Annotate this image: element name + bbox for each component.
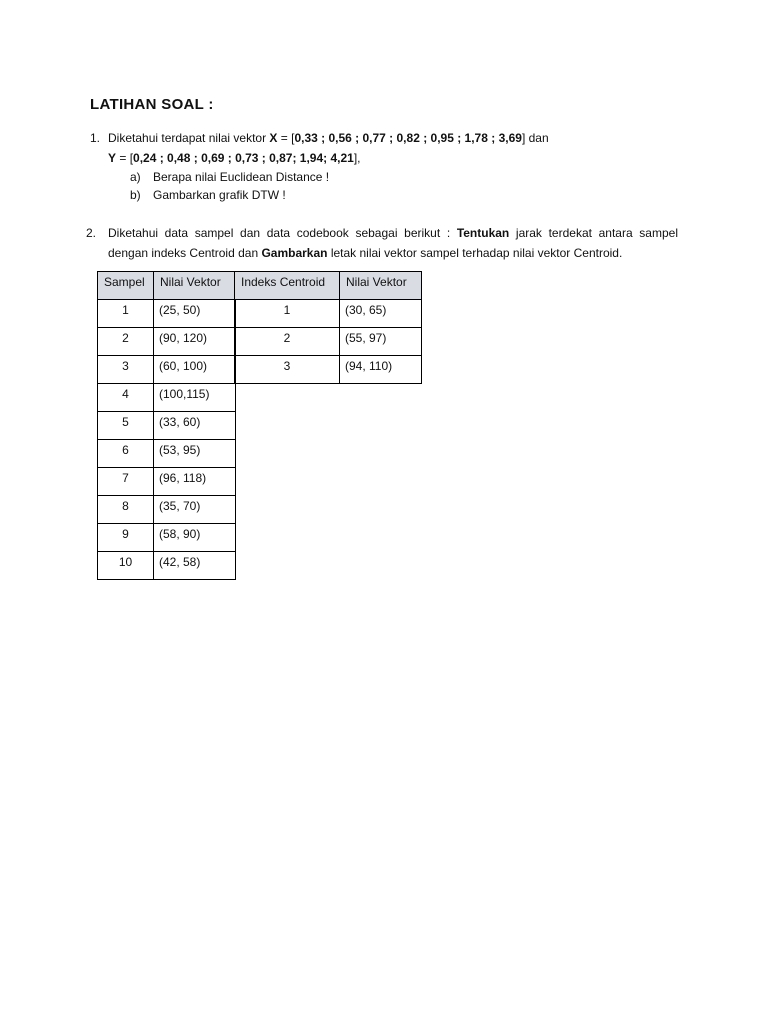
table-row (98, 468, 236, 496)
q1-sub-a-text: Berapa nilai Euclidean Distance ! (153, 170, 330, 184)
q1-x-values: 0,33 ; 0,56 ; 0,77 ; 0,82 ; 0,95 ; 1,78 ; 3,69 (294, 131, 522, 145)
sample-no: 9 (98, 524, 154, 552)
sample-no: 8 (98, 496, 154, 524)
table-row (98, 328, 236, 356)
table-row (98, 356, 236, 384)
sample-no: 6 (98, 440, 154, 468)
centroid-no: 2 (235, 328, 340, 356)
q2-line1 (108, 225, 678, 241)
q1-line2 (108, 150, 361, 166)
q1-sub-b-text: Gambarkan grafik DTW ! (153, 188, 286, 202)
table-row (98, 412, 236, 440)
centroid-table (234, 271, 422, 384)
sample-no: 4 (98, 384, 154, 412)
q1-line2-end: ], (353, 151, 361, 165)
q1-sub-b-label: b) (130, 188, 141, 202)
centroid-vector: (55, 97) (340, 328, 422, 356)
sample-vector: (42, 58) (154, 552, 236, 580)
sample-vector: (96, 118) (154, 468, 236, 496)
sample-vector: (90, 120) (154, 328, 236, 356)
sample-vector: (60, 100) (154, 356, 236, 384)
header-nilai-vektor-centroid: Nilai Vektor (340, 272, 422, 300)
q1-line1 (108, 130, 549, 146)
sample-no: 2 (98, 328, 154, 356)
sample-vector: (25, 50) (154, 300, 236, 328)
sample-no: 3 (98, 356, 154, 384)
sample-no: 10 (98, 552, 154, 580)
centroid-vector: (94, 110) (340, 356, 422, 384)
q2-gambarkan: Gambarkan (261, 246, 328, 260)
sample-no: 7 (98, 468, 154, 496)
sample-vector: (58, 90) (154, 524, 236, 552)
header-indeks-centroid: Indeks Centroid (235, 272, 340, 300)
table-row (98, 496, 236, 524)
sample-table-header (98, 272, 236, 300)
table-row (235, 328, 422, 356)
sample-vector: (35, 70) (154, 496, 236, 524)
q1-eq2: = [ (116, 151, 134, 165)
centroid-table-header (235, 272, 422, 300)
sample-vector: (33, 60) (154, 412, 236, 440)
sample-vector: (53, 95) (154, 440, 236, 468)
q1-y-symbol: Y (108, 151, 117, 165)
q2-tentukan: Tentukan (456, 226, 510, 240)
q1-line1-text: Diketahui terdapat nilai vektor (108, 131, 270, 145)
q2-line2-text: dengan indeks Centroid dan (108, 246, 262, 260)
q1-line1-end: ] dan (521, 131, 549, 145)
q1-sub-a-label: a) (130, 170, 141, 184)
q1-eq: = [ (277, 131, 295, 145)
sample-table (97, 271, 236, 580)
q2-line1-end: jarak terdekat antara sampel (509, 226, 678, 240)
table-row (98, 300, 236, 328)
centroid-vector: (30, 65) (340, 300, 422, 328)
page-title: LATIHAN SOAL : (90, 96, 214, 113)
sample-vector: (100,115) (154, 384, 236, 412)
table-row (235, 300, 422, 328)
q2-line2 (108, 245, 622, 261)
header-sampel: Sampel (98, 272, 154, 300)
header-nilai-vektor: Nilai Vektor (154, 272, 236, 300)
table-row (98, 440, 236, 468)
centroid-no: 1 (235, 300, 340, 328)
q2-line2-end: letak nilai vektor sampel terhadap nilai vektor Centroid. (327, 246, 623, 260)
q1-number: 1. (90, 131, 101, 145)
sample-no: 1 (98, 300, 154, 328)
table-row (98, 524, 236, 552)
q2-line1-text: Diketahui data sampel dan data codebook sebagai berikut : (108, 226, 457, 240)
q2-number: 2. (86, 226, 97, 240)
table-row (235, 356, 422, 384)
q1-x-symbol: X (269, 131, 278, 145)
q1-y-values: 0,24 ; 0,48 ; 0,69 ; 0,73 ; 0,87; 1,94; 4,21 (133, 151, 354, 165)
table-row (98, 552, 236, 580)
centroid-no: 3 (235, 356, 340, 384)
table-row (98, 384, 236, 412)
sample-no: 5 (98, 412, 154, 440)
